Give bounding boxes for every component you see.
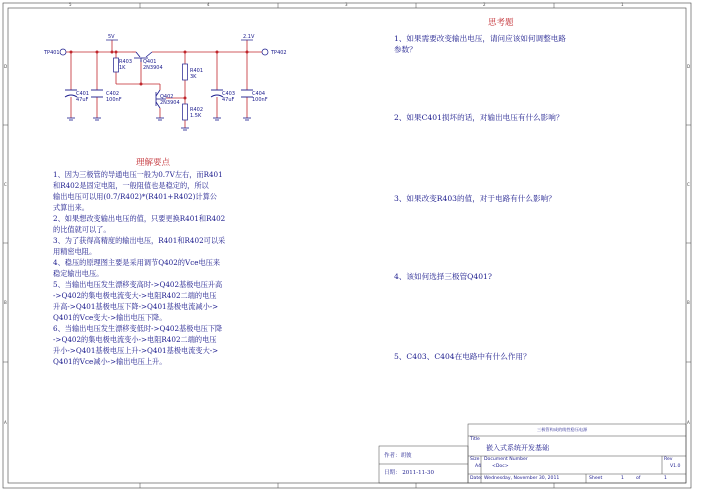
tb-top-label: 三极管构成的线性稳压电源 [537, 427, 588, 432]
row-label: C [687, 182, 690, 187]
question-1-line-2: 参数？ [394, 45, 417, 54]
row-label: B [687, 300, 690, 305]
question-1-line-1: 1、如果需要改变输出电压，请问应该如何调整电路 [394, 34, 566, 43]
c403-val: 47uF [222, 97, 235, 103]
understanding-line: 式算出来。 [53, 203, 89, 212]
tb-rev-label: Rev [664, 457, 673, 462]
col-label: 5 [69, 2, 72, 7]
understanding-line: 升高->Q401基极电压下降->Q401基极电流减小-> [53, 302, 219, 311]
understanding-line: 6、当输出电压发生漂移变低时->Q402基极电压下降 [53, 324, 223, 333]
q401-ref: Q401 [143, 59, 157, 65]
r403-ref: R403 [119, 59, 133, 65]
tb-title: 嵌入式系统开发基础 [486, 444, 549, 452]
c402-val: 100nF [106, 97, 122, 103]
row-label: B [4, 300, 7, 305]
understanding-line: 3、为了获得高精度的输出电压，R401和R402可以采 [53, 236, 226, 245]
col-label: 4 [207, 2, 210, 7]
understanding-line: 的比值就可以了。 [53, 225, 111, 234]
tb-date-label: Date: [470, 476, 483, 481]
r402-val: 1.5K [190, 113, 202, 119]
r401-ref: R401 [190, 68, 204, 74]
understanding-line: 升小->Q401基极电压上升->Q401基极电流变大-> [53, 346, 219, 355]
understanding-line: 和R402是固定电阻，一般阻值也是稳定的，所以 [53, 181, 209, 190]
tp-out-label: TP402 [271, 50, 287, 56]
row-label: D [687, 64, 691, 69]
tb-docnum: <Doc> [492, 464, 509, 469]
c404-val: 100nF [252, 97, 268, 103]
c402-ref: C402 [106, 91, 120, 97]
tb-sheet-label: Sheet [589, 476, 603, 481]
row-label: A [687, 420, 690, 425]
tb-date: 日期： 2011-11-30 [384, 470, 434, 476]
tb-author: 作者：胡彼 [384, 453, 412, 459]
c401-ref: C401 [76, 91, 90, 97]
r402-ref: R402 [190, 107, 204, 113]
question-5: 5、C403、C404在电路中有什么作用？ [394, 352, 531, 361]
vout-label: 2.1V [243, 34, 255, 40]
tp-in-label: TP401 [44, 50, 60, 56]
col-label: 3 [345, 2, 348, 7]
q402-val: 2N3904 [160, 100, 180, 106]
understanding-line: Q401的Vce减小->输出电压上升。 [53, 357, 167, 366]
tb-title-label: Title [470, 437, 480, 442]
question-3: 3、如果改变R403的值，对于电路有什么影响？ [394, 194, 556, 203]
tb-of-label: of [636, 476, 641, 481]
thinking-title: 思考题 [488, 18, 514, 28]
understanding-line: 稳定输出电压。 [53, 269, 104, 278]
c401-val: 47uF [76, 97, 89, 103]
understanding-line: Q401的Vce变大->输出电压下降。 [53, 313, 167, 322]
tb-size-label: Size [470, 457, 480, 462]
wires [66, 40, 262, 128]
understanding-line: 1、因为三极管的导通电压一般为0.7V左右，而R401 [53, 170, 223, 179]
col-label: 1 [621, 2, 624, 7]
tb-size: A4 [475, 464, 482, 469]
tb-docnum-label: Document Number [484, 457, 528, 462]
q401-val: 2N3904 [143, 65, 163, 71]
grounds [67, 118, 251, 130]
understanding-line: 5、当输出电压发生漂移变高时->Q402基极电压升高 [53, 280, 223, 289]
understanding-line: 2、如果想改变输出电压的值，只要更换R401和R402 [53, 214, 226, 223]
c403-ref: C403 [222, 91, 236, 97]
understanding-line: 用精密电阻。 [53, 247, 97, 256]
understanding-list [53, 169, 225, 367]
vin-label: 5V [108, 34, 115, 40]
r401-val: 3K [190, 74, 197, 80]
row-label: D [4, 64, 8, 69]
understanding-line: ->Q402的集电极电流变大->电阻R402二端的电压 [53, 291, 217, 300]
tb-sheet-num: 1 [621, 476, 624, 481]
row-label: A [4, 420, 7, 425]
understanding-title: 理解要点 [136, 158, 171, 168]
row-label: C [4, 182, 7, 187]
understanding-line: 4、稳压的原理图主要是采用调节Q402的Vce电压来 [53, 258, 221, 267]
understanding-line: ->Q402的集电极电流变小->电阻R402二端的电压 [53, 335, 217, 344]
tb-rev: V1.0 [670, 464, 681, 469]
c404-ref: C404 [252, 91, 266, 97]
question-2: 2、如果C401损坏的话，对输出电压有什么影响？ [394, 113, 564, 122]
q402-ref: Q402 [160, 94, 174, 100]
understanding-line: 输出电压可以用(0.7/R402)*(R401+R402)计算公 [53, 192, 217, 201]
col-label: 2 [483, 2, 486, 7]
tb-date-value: Wednesday, November 30, 2011 [484, 476, 560, 481]
tb-sheet-total: 1 [664, 476, 667, 481]
r403-val: 1K [119, 65, 126, 71]
question-4: 4、该如何选择三极管Q401? [394, 272, 492, 281]
